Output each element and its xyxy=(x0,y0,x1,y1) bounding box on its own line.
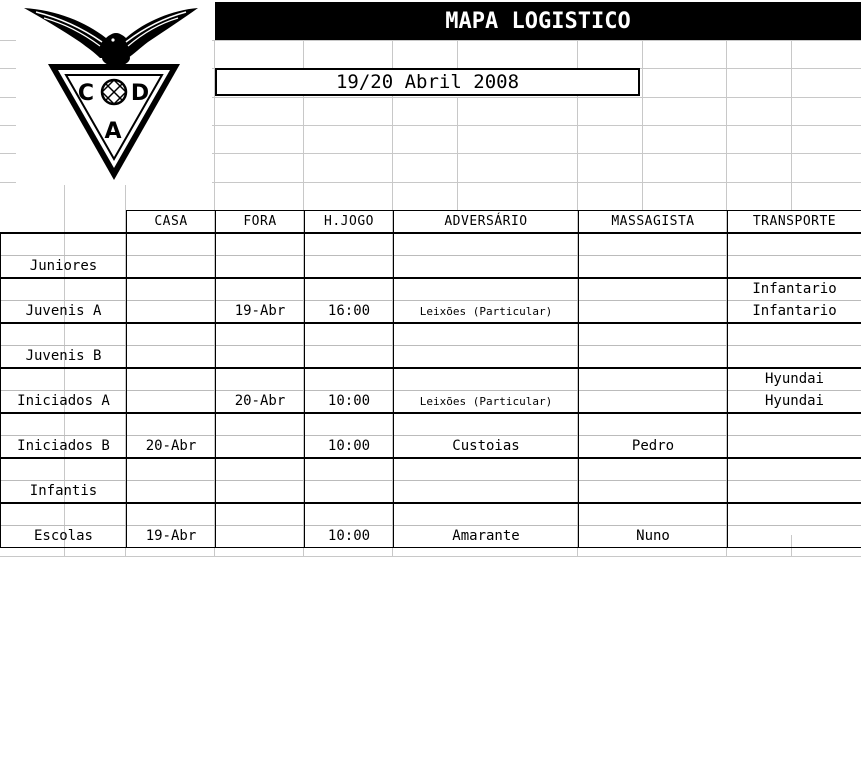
fora-cell[interactable]: 19-Abr xyxy=(216,278,305,323)
adversario-cell[interactable]: Custoias xyxy=(394,413,579,458)
header-adversario: ADVERSÁRIO xyxy=(394,211,579,234)
massagista-cell[interactable] xyxy=(579,278,728,323)
fora-cell[interactable] xyxy=(216,233,305,278)
svg-text:A: A xyxy=(104,119,122,144)
transporte-cell[interactable] xyxy=(728,413,861,458)
fora-cell[interactable] xyxy=(216,458,305,503)
massagista-cell[interactable] xyxy=(579,368,728,413)
fora-cell[interactable] xyxy=(216,413,305,458)
hora-cell[interactable] xyxy=(305,233,394,278)
team-cell[interactable]: Juniores xyxy=(1,233,127,278)
date-label: 19/20 Abril 2008 xyxy=(215,68,640,96)
table-row xyxy=(1,368,861,413)
header-row xyxy=(1,211,861,234)
team-cell[interactable]: Iniciados B xyxy=(1,413,127,458)
casa-cell[interactable] xyxy=(127,323,216,368)
team-cell[interactable]: Iniciados A xyxy=(1,368,127,413)
adversario-cell[interactable] xyxy=(394,458,579,503)
logistics-table xyxy=(0,210,861,548)
adversario-cell[interactable]: Amarante xyxy=(394,503,579,548)
adversario-cell[interactable]: Leixões (Particular) xyxy=(394,368,579,413)
team-cell[interactable]: Infantis xyxy=(1,458,127,503)
massagista-cell[interactable]: Nuno xyxy=(579,503,728,548)
adversario-cell[interactable]: Leixões (Particular) xyxy=(394,278,579,323)
transporte-cell[interactable] xyxy=(728,503,861,548)
transporte-cell[interactable] xyxy=(728,458,861,503)
table-row xyxy=(1,413,861,458)
adversario-cell[interactable] xyxy=(394,323,579,368)
eagle-crest-icon xyxy=(16,2,212,184)
casa-cell[interactable]: 19-Abr xyxy=(127,503,216,548)
team-cell[interactable]: Escolas xyxy=(1,503,127,548)
header-massagista: MASSAGISTA xyxy=(579,211,728,234)
fora-cell[interactable]: 20-Abr xyxy=(216,368,305,413)
fora-cell[interactable] xyxy=(216,503,305,548)
header-casa: CASA xyxy=(127,211,216,234)
team-cell[interactable]: Juvenis A xyxy=(1,278,127,323)
transporte-cell[interactable]: Infantario Infantario xyxy=(728,278,861,323)
hora-cell[interactable] xyxy=(305,323,394,368)
hora-cell[interactable]: 10:00 xyxy=(305,368,394,413)
transporte-cell[interactable] xyxy=(728,323,861,368)
transporte-cell[interactable] xyxy=(728,233,861,278)
casa-cell[interactable] xyxy=(127,233,216,278)
adversario-cell[interactable] xyxy=(394,233,579,278)
massagista-cell[interactable] xyxy=(579,323,728,368)
hora-cell[interactable]: 16:00 xyxy=(305,278,394,323)
hora-cell[interactable] xyxy=(305,458,394,503)
transporte-cell[interactable]: Hyundai Hyundai xyxy=(728,368,861,413)
massagista-cell[interactable] xyxy=(579,233,728,278)
page-title: MAPA LOGISTICO xyxy=(215,2,861,40)
casa-cell[interactable] xyxy=(127,278,216,323)
table-row xyxy=(1,458,861,503)
table-row xyxy=(1,233,861,278)
team-cell[interactable]: Juvenis B xyxy=(1,323,127,368)
table-row xyxy=(1,503,861,548)
header-hora: H.JOGO xyxy=(305,211,394,234)
fora-cell[interactable] xyxy=(216,323,305,368)
massagista-cell[interactable] xyxy=(579,458,728,503)
casa-cell[interactable] xyxy=(127,368,216,413)
massagista-cell[interactable]: Pedro xyxy=(579,413,728,458)
header-blank xyxy=(1,211,127,234)
hora-cell[interactable]: 10:00 xyxy=(305,503,394,548)
casa-cell[interactable]: 20-Abr xyxy=(127,413,216,458)
casa-cell[interactable] xyxy=(127,458,216,503)
header-fora: FORA xyxy=(216,211,305,234)
club-logo xyxy=(16,2,212,184)
svg-text:D: D xyxy=(130,81,150,106)
header-transporte: TRANSPORTE xyxy=(728,211,861,234)
table-row xyxy=(1,278,861,323)
table-row xyxy=(1,323,861,368)
svg-text:C: C xyxy=(77,81,95,106)
hora-cell[interactable]: 10:00 xyxy=(305,413,394,458)
